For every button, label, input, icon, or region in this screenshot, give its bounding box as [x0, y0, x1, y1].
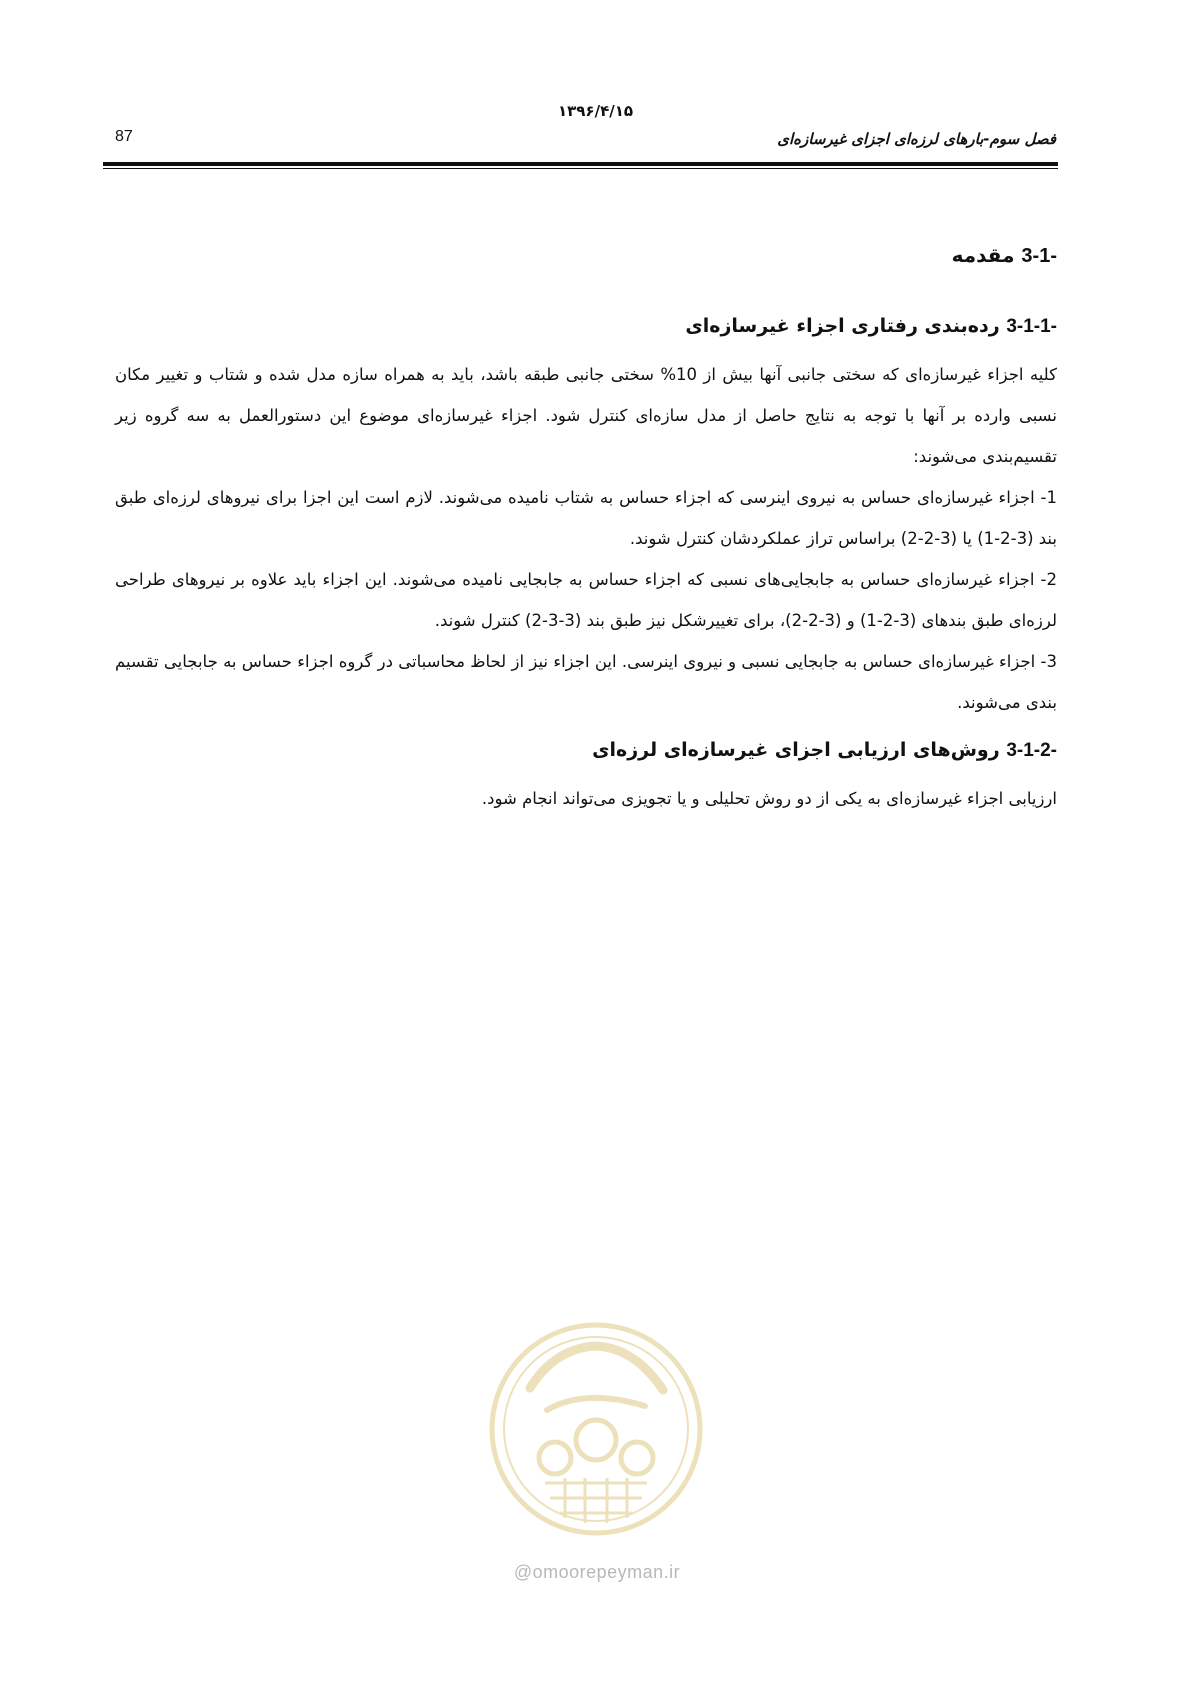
page-content: [115, 240, 1057, 819]
chapter-title: فصل سوم-بارهای لرزه‌ای اجزای غیرسازه‌ای: [777, 130, 1056, 148]
page-number: 87: [115, 128, 133, 145]
paragraph-item-1: 1- اجزاء غیرسازه‌ای حساس به نیروی اینرسی که اجزاء حساس به شتاب نامیده می‌شوند. لازم است این اجزا برای نیروهای لرزه‌ای طبق بند (3-2-1) یا (3-2-2) براساس تراز عملکردشان کنترل شوند.: [115, 488, 1057, 548]
spacer: [115, 723, 1057, 735]
section-number: 3-1-2-: [1006, 740, 1057, 761]
section-heading-assessment-methods: [115, 735, 1057, 766]
paragraph-intro: کلیه اجزاء غیرسازه‌ای که سختی جانبی آنها بیش از 10% سختی جانبی طبقه باشد، باید به همراه سازه مدل شده و شتاب و تغییر مکان نسبی وارده بر آنها با توجه به نتایج حاصل از مدل سازه‌ای کنترل شود. اجزاء غیرسازه‌ای موضوع این دستورالعمل به سه گروه زیر تقسیم‌بندی می‌شوند:: [115, 365, 1058, 466]
watermark-seal-icon: [485, 1318, 707, 1540]
paragraph-item-3: 3- اجزاء غیرسازه‌ای حساس به جابجایی نسبی و نیروی اینرسی. این اجزاء نیز از لحاظ محاسباتی در گروه اجزاء حساس به جابجایی تقسیم بندی می‌شوند.: [115, 652, 1057, 712]
section-title: رده‌بندی رفتاری اجزاء غیرسازه‌ای: [685, 315, 1000, 337]
header-rule-thin: [103, 168, 1058, 169]
paragraph-item-2: 2- اجزاء غیرسازه‌ای حساس به جابجایی‌های نسبی که اجزاء حساس به جابجایی نامیده می‌شوند. این اجزاء باید علاوه بر نیروهای طراحی لرزه‌ای طبق بندهای (3-2-1) و (3-2-2)، برای تغییرشکل نیز طبق بند (3-3-2) کنترل شوند.: [115, 570, 1057, 630]
paragraph-assessment: ارزیابی اجزاء غیرسازه‌ای به یکی از دو روش تحلیلی و یا تجویزی می‌تواند انجام شود.: [481, 789, 1057, 808]
section-heading-classification: [115, 311, 1057, 342]
section-number: 3-1-1-: [1006, 316, 1057, 337]
section-heading-introduction: [115, 240, 1057, 271]
header-date: ۱۳۹۶/۴/۱۵: [557, 102, 634, 120]
watermark-url: @omoorepeyman.ir: [513, 1562, 681, 1582]
header-rule-thick: [103, 162, 1058, 166]
section-title: مقدمه: [951, 243, 1015, 267]
section-number: 3-1-: [1021, 245, 1057, 267]
section-title: روش‌های ارزیابی اجزای غیرسازه‌ای لرزه‌ای: [592, 739, 1000, 761]
